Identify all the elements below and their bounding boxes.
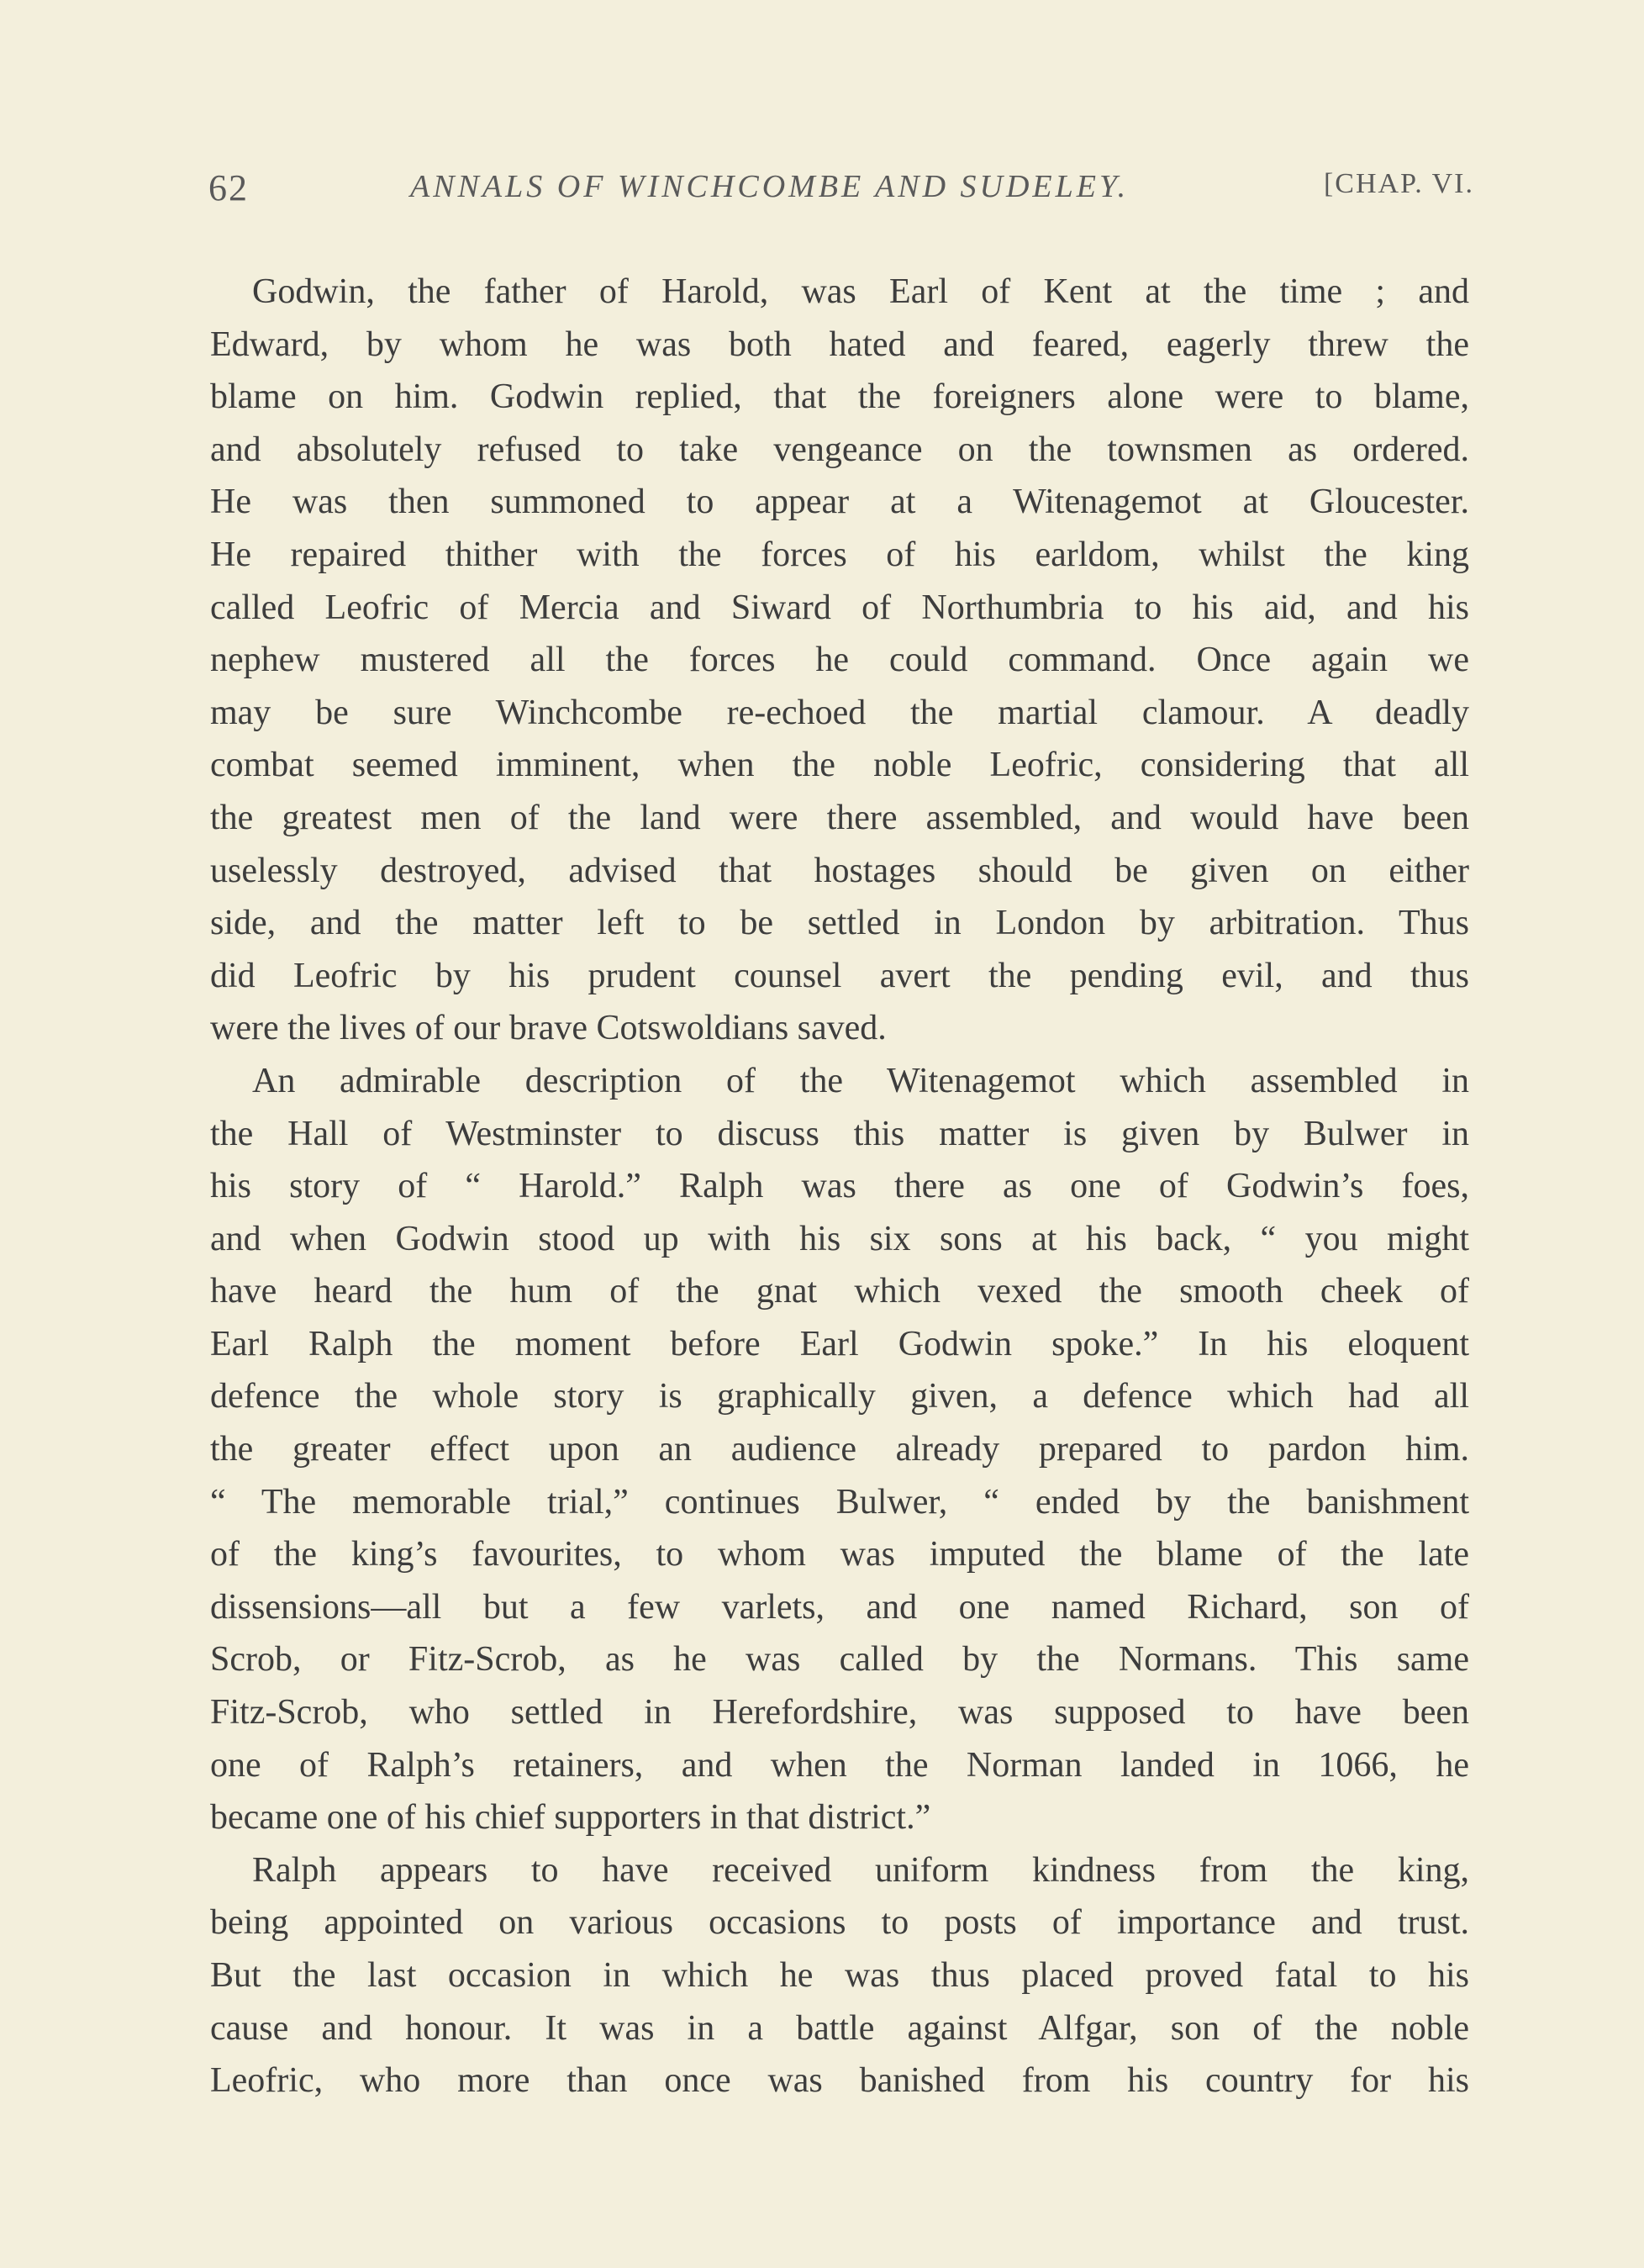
text-line: the greater effect upon an audience already prepared to pardon him. [210,1430,1469,1469]
text-line: and when Godwin stood up with his six sons at his back, “ you might [210,1219,1469,1258]
text-line: combat seemed imminent, when the noble Leofric, considering that all [210,746,1469,785]
text-line: Edward, by whom he was both hated and feared, eagerly threw the [210,324,1469,364]
running-title: ANNALS OF WINCHCOMBE AND SUDELEY. [410,169,1130,204]
body-text [210,266,1469,2107]
text-line: have heard the hum of the gnat which vexed the smooth cheek of [210,1272,1469,1311]
text-line: cause and honour. It was in a battle against Alfgar, son of the noble [210,2008,1469,2048]
text-line: Earl Ralph the moment before Earl Godwin spoke.” In his eloquent [210,1324,1469,1363]
text-line: dissensions—all but a few varlets, and one named Richard, son of [210,1587,1469,1627]
text-line: Scrob, or Fitz-Scrob, as he was called by the Normans. This same [210,1640,1469,1680]
paragraph [210,1055,1469,1844]
text-line: and absolutely refused to take vengeance on the townsmen as ordered. [210,430,1469,469]
paragraph [210,1844,1469,2107]
text-line: the greatest men of the land were there assembled, and would have been [210,798,1469,837]
text-line: of the king’s favourites, to whom was imputed the blame of the late [210,1535,1469,1574]
text-line: Fitz-Scrob, who settled in Herefordshire, was supposed to have been [210,1693,1469,1733]
text-line: became one of his chief supporters in that district.” [210,1798,931,1838]
paragraph [210,266,1469,1055]
chapter-label: [CHAP. VI. [1323,168,1474,199]
text-line: may be sure Winchcombe re-echoed the martial clamour. A deadly [210,693,1469,732]
text-line: were the lives of our brave Cotswoldians saved. [210,1009,887,1048]
text-line: the Hall of Westminster to discuss this matter is given by Bulwer in [210,1114,1469,1153]
text-line: did Leofric by his prudent counsel avert the pending evil, and thus [210,956,1469,995]
text-line: Ralph appears to have received uniform kindness from the king, [252,1850,1469,1890]
text-line: But the last occasion in which he was thus placed proved fatal to his [210,1956,1469,1995]
text-line: uselessly destroyed, advised that hostages should be given on either [210,851,1469,890]
text-line: “ The memorable trial,” continues Bulwer, “ ended by the banishment [210,1482,1469,1522]
text-line: Leofric, who more than once was banished from his country for his [210,2061,1469,2101]
text-line: He was then summoned to appear at a Witenagemot at Gloucester. [210,483,1469,522]
text-line: He repaired thither with the forces of his earldom, whilst the king [210,535,1469,574]
text-line: blame on him. Godwin replied, that the foreigners alone were to blame, [210,377,1469,417]
text-line: An admirable description of the Witenagemot which assembled in [252,1061,1469,1100]
text-line: being appointed on various occasions to posts of importance and trust. [210,1903,1469,1943]
text-line: one of Ralph’s retainers, and when the Norman landed in 1066, he [210,1745,1469,1785]
page-header [208,166,1474,217]
text-line: called Leofric of Mercia and Siward of Northumbria to his aid, and his [210,588,1469,627]
text-line: nephew mustered all the forces he could command. Once again we [210,641,1469,680]
text-line: his story of “ Harold.” Ralph was there as one of Godwin’s foes, [210,1167,1469,1206]
page-number: 62 [208,167,249,208]
text-line: side, and the matter left to be settled in London by arbitration. Thus [210,904,1469,943]
text-line: defence the whole story is graphically given, a defence which had all [210,1377,1469,1416]
text-line: Godwin, the father of Harold, was Earl of Kent at the time ; and [252,272,1469,311]
